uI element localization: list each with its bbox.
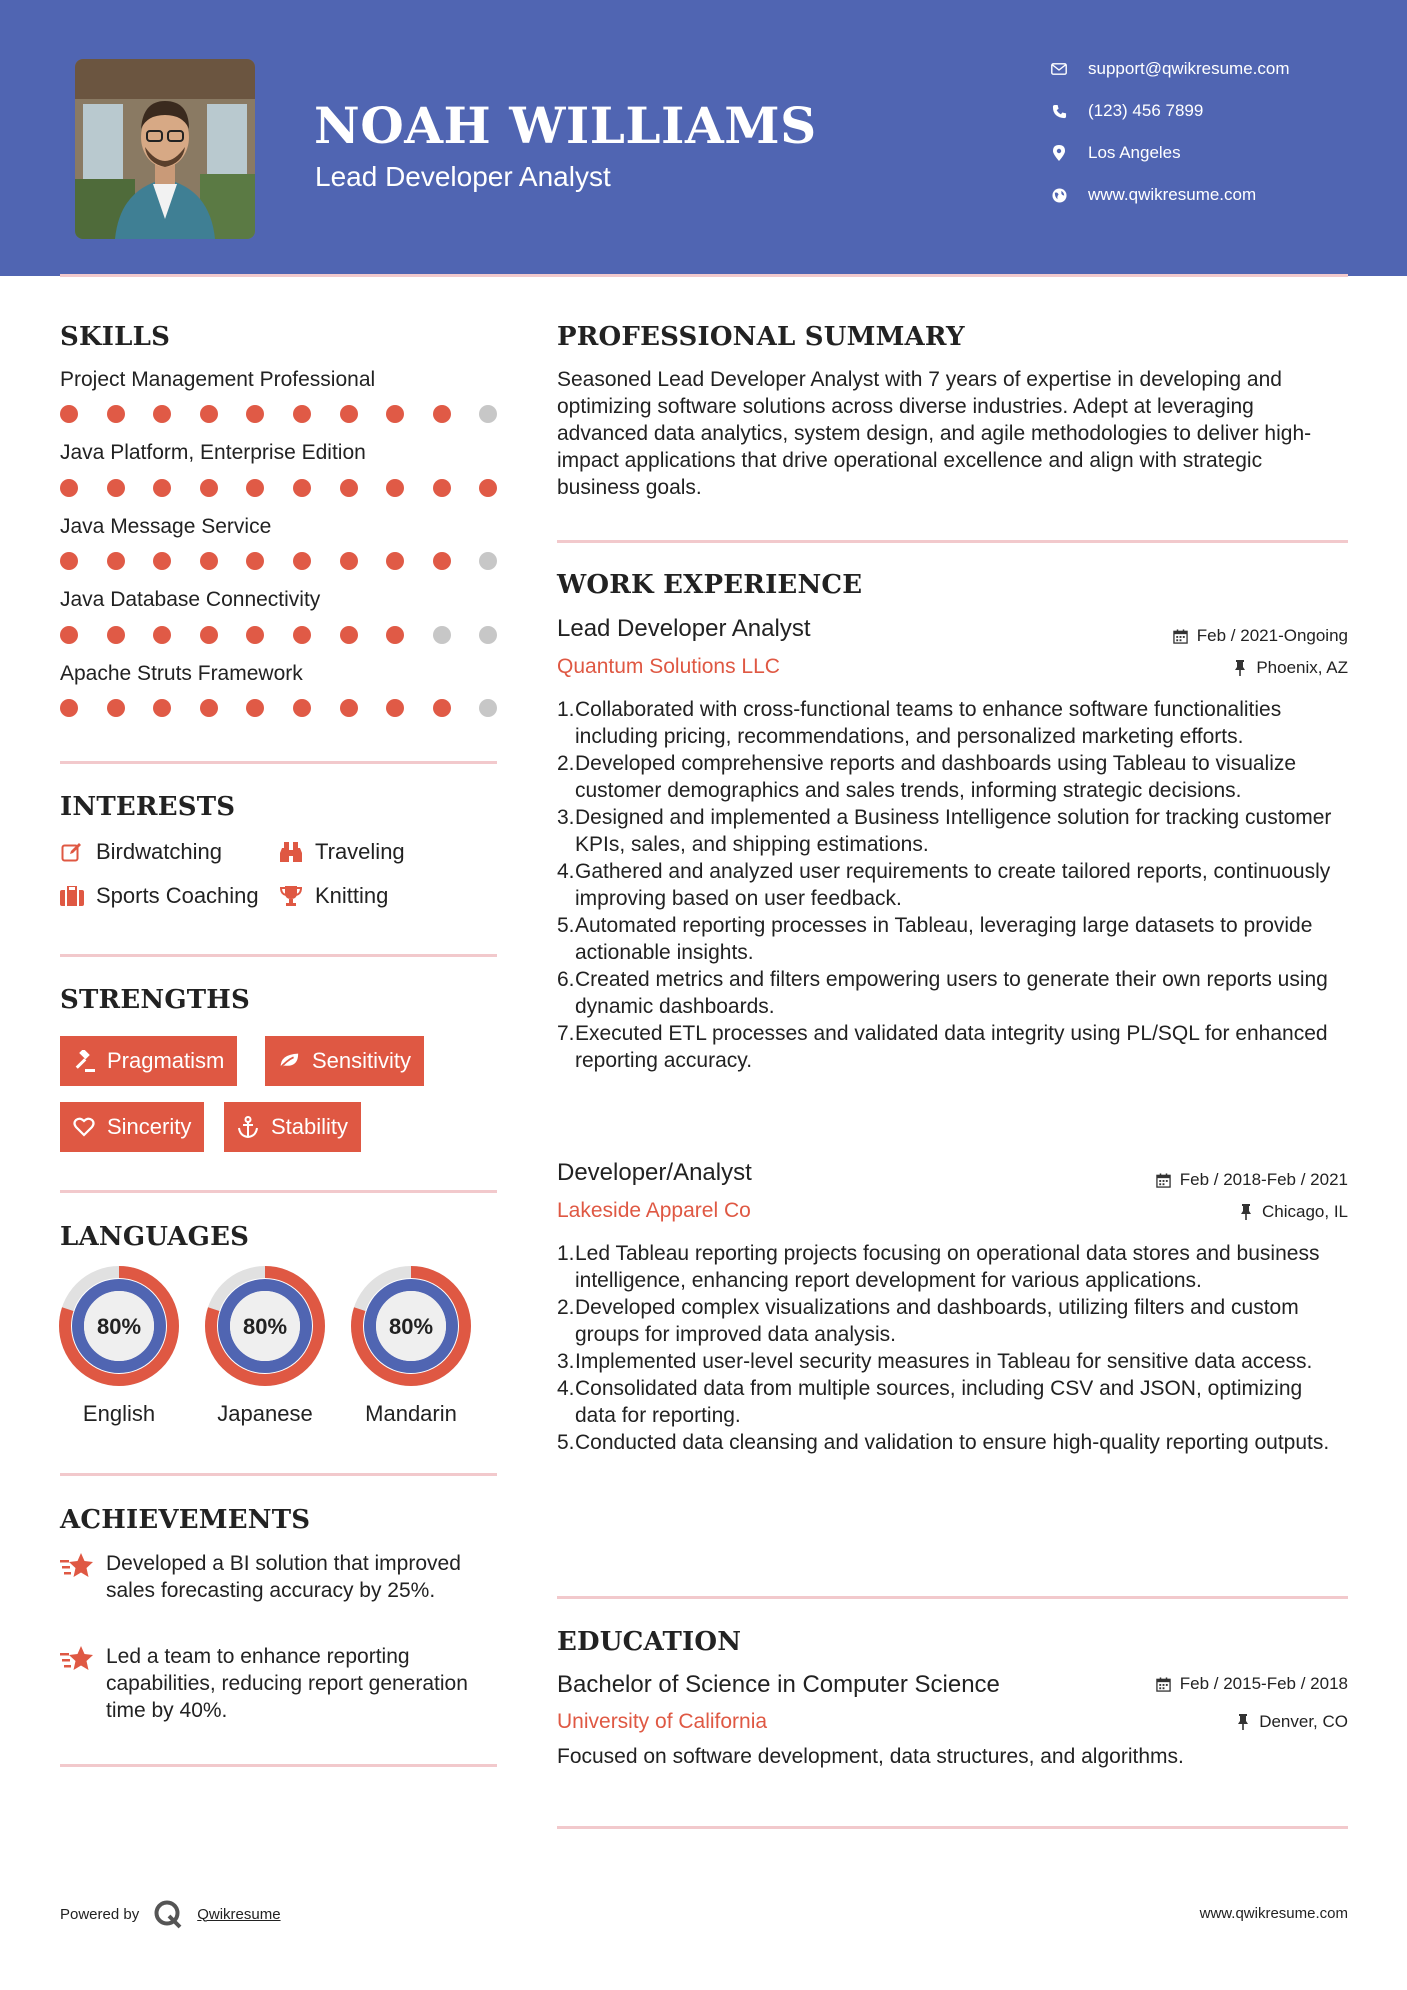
skill-dot-filled [386, 626, 404, 644]
skill-dot-filled [107, 699, 125, 717]
bullet-number: 2. [557, 1296, 575, 1319]
language-percent: 80% [388, 1314, 434, 1339]
skill-dot-filled [107, 405, 125, 423]
skill-dot-filled [153, 626, 171, 644]
job-dates-text: Feb / 2018-Feb / 2021 [1179, 1170, 1348, 1189]
contact-email-text: support@qwikresume.com [1088, 59, 1290, 78]
skill-dot-filled [153, 479, 171, 497]
job-bullet [557, 1375, 1347, 1429]
skill-rating [60, 626, 500, 644]
gavel-icon [73, 1050, 95, 1072]
language-name: English [82, 1401, 156, 1426]
calendar-icon [1156, 1172, 1172, 1188]
interests-heading: INTERESTS [60, 792, 236, 822]
skill-dot-filled [340, 405, 358, 423]
binoculars-icon [279, 840, 303, 864]
skill-dot-filled [60, 479, 78, 497]
education-location-text: Denver, CO [1259, 1712, 1348, 1731]
header-divider [60, 274, 1348, 277]
job-location [1238, 1202, 1348, 1222]
strength-label: Stability [271, 1114, 349, 1139]
envelope-icon [1050, 60, 1068, 78]
language-ring [202, 1263, 328, 1389]
globe-icon [1050, 186, 1068, 204]
powered-by-text: Powered by [60, 1905, 140, 1923]
skill-dot-filled [60, 699, 78, 717]
skill-dot-filled [293, 552, 311, 570]
star-icon [60, 1552, 94, 1580]
bullet-text: Created metrics and filters empowering users to generate their own reports using dynamic dashboards. [575, 968, 1328, 1018]
skill-dot-empty [479, 626, 497, 644]
strength-label: Sincerity [107, 1114, 192, 1139]
strength-badge [265, 1036, 424, 1086]
pushpin-icon [1232, 660, 1248, 676]
skill-dot-filled [340, 479, 358, 497]
candidate-title: Lead Developer Analyst [315, 161, 611, 192]
job-bullet [557, 1020, 1347, 1074]
skill-dot-filled [386, 479, 404, 497]
edit-icon [60, 840, 84, 864]
job-bullets [557, 696, 1347, 1074]
interest-item [60, 881, 259, 911]
bullet-text: Implemented user-level security measures in Tableau for sensitive data access. [575, 1350, 1313, 1373]
language-name: Japanese [217, 1401, 313, 1426]
bullet-text: Developed complex visualizations and dashboards, utilizing filters and custom groups for improved data analysis. [575, 1296, 1299, 1346]
interest-label: Traveling [315, 839, 405, 864]
contact-email[interactable] [1050, 54, 1370, 84]
education-dates-text: Feb / 2015-Feb / 2018 [1179, 1674, 1348, 1693]
bullet-text: Executed ETL processes and validated data integrity using PL/SQL for enhanced reporting accuracy. [575, 1022, 1328, 1072]
skill-dot-filled [153, 405, 171, 423]
education-location [1235, 1712, 1348, 1732]
language-ring [348, 1263, 474, 1389]
bullet-text: Led Tableau reporting projects focusing on operational data stores and business intelligence, enhancing report development for various applications. [575, 1242, 1320, 1292]
skill-dot-filled [200, 699, 218, 717]
bullet-number: 1. [557, 1242, 575, 1265]
education-heading: EDUCATION [557, 1627, 742, 1657]
bullet-text: Gathered and analyzed user requirements to create tailored reports, continuously improving based on user feedback. [575, 860, 1331, 910]
company-name: Quantum Solutions LLC [557, 655, 780, 678]
bullet-text: Conducted data cleansing and validation to ensure high-quality reporting outputs. [575, 1431, 1330, 1454]
job-title: Lead Developer Analyst [557, 615, 811, 642]
skill-dot-filled [479, 479, 497, 497]
education-description: Focused on software development, data structures, and algorithms. [557, 1745, 1184, 1768]
section-divider [557, 540, 1348, 543]
job-bullets [557, 1240, 1347, 1456]
candidate-name: NOAH WILLIAMS [314, 96, 817, 155]
skill-dot-filled [433, 552, 451, 570]
phone-icon [1050, 102, 1068, 120]
strength-badge [60, 1102, 204, 1152]
skill-name: Apache Struts Framework [60, 662, 303, 685]
star-icon [60, 1645, 94, 1673]
job-title: Developer/Analyst [557, 1159, 752, 1186]
strength-badge [60, 1036, 237, 1086]
job-bullet [557, 696, 1347, 750]
interest-item [279, 837, 405, 867]
qwikresume-logo-icon [153, 1899, 183, 1929]
job-bullet [557, 1348, 1347, 1375]
bullet-number: 2. [557, 752, 575, 775]
bullet-text: Designed and implemented a Business Intelligence solution for tracking customer KPIs, sales, and shipping estimations. [575, 806, 1332, 856]
skill-dot-filled [200, 552, 218, 570]
resume-header [0, 0, 1407, 276]
achievement-text: Developed a BI solution that improved sales forecasting accuracy by 25%. [106, 1552, 461, 1602]
trophy-icon [279, 884, 303, 908]
language-percent: 80% [96, 1314, 142, 1339]
skill-dot-filled [246, 626, 264, 644]
strengths-heading: STRENGTHS [60, 985, 251, 1015]
achievement-item [60, 1643, 500, 1724]
skill-name: Project Management Professional [60, 368, 376, 391]
heart-icon [73, 1116, 95, 1138]
qwikresume-link[interactable]: Qwikresume [197, 1905, 281, 1923]
skill-rating [60, 699, 500, 717]
skill-dot-filled [107, 626, 125, 644]
degree-title: Bachelor of Science in Computer Science [557, 1671, 1000, 1698]
skill-dot-filled [293, 626, 311, 644]
experience-heading: WORK EXPERIENCE [557, 570, 863, 600]
bullet-number: 1. [557, 698, 575, 721]
skill-dot-filled [200, 405, 218, 423]
skill-dot-empty [479, 699, 497, 717]
job-bullet [557, 804, 1347, 858]
language-item [348, 1263, 474, 1427]
school-name: University of California [557, 1710, 768, 1733]
section-divider [557, 1596, 1348, 1599]
calendar-icon [1156, 1676, 1172, 1692]
contact-website-text: www.qwikresume.com [1088, 185, 1257, 204]
contact-phone[interactable] [1050, 96, 1370, 126]
education-dates [1156, 1674, 1348, 1694]
skill-dot-filled [433, 699, 451, 717]
skill-dot-filled [293, 479, 311, 497]
summary-text: Seasoned Lead Developer Analyst with 7 years of expertise in developing and optimizing software solutions across diverse industries. Adept at leveraging advanced data analytics, system design, and agile methodologies to deliver high-impact applications that drive operational excellence and align with strategic business goals. [557, 368, 1312, 499]
skill-name: Java Message Service [60, 515, 272, 538]
company-name: Lakeside Apparel Co [557, 1199, 751, 1222]
contact-location [1050, 138, 1370, 168]
section-divider [60, 1764, 497, 1767]
section-divider [60, 761, 497, 764]
section-divider [60, 1473, 497, 1476]
bullet-text: Developed comprehensive reports and dashboards using Tableau to visualize customer demographics and sales trends, informing strategic decisions. [575, 752, 1297, 802]
job-bullet [557, 858, 1347, 912]
interest-label: Sports Coaching [96, 883, 259, 908]
skill-dot-filled [246, 552, 264, 570]
bullet-text: Collaborated with cross-functional teams to enhance software functionalities including pricing, recommendations, and personalized marketing efforts. [575, 698, 1282, 748]
bullet-number: 3. [557, 806, 575, 829]
skill-dot-filled [386, 699, 404, 717]
job-bullet [557, 912, 1347, 966]
job-bullet [557, 1429, 1347, 1456]
skill-dot-filled [246, 405, 264, 423]
language-item [202, 1263, 328, 1427]
job-bullet [557, 1240, 1347, 1294]
contact-phone-text: (123) 456 7899 [1088, 101, 1204, 120]
map-pin-icon [1050, 144, 1068, 162]
skill-rating [60, 552, 500, 570]
achievement-text: Led a team to enhance reporting capabilities, reducing report generation time by 40%. [106, 1645, 468, 1722]
skills-heading: SKILLS [60, 322, 171, 352]
summary-heading: PROFESSIONAL SUMMARY [557, 322, 965, 352]
skill-dot-filled [153, 552, 171, 570]
skill-dot-empty [479, 405, 497, 423]
contact-website[interactable] [1050, 180, 1370, 210]
contact-location-text: Los Angeles [1088, 143, 1181, 162]
interest-label: Birdwatching [96, 839, 222, 864]
job-location-text: Phoenix, AZ [1256, 658, 1348, 677]
briefcase-icon [60, 884, 84, 908]
language-ring [56, 1263, 182, 1389]
bullet-number: 5. [557, 1431, 575, 1454]
interest-label: Knitting [315, 883, 389, 908]
skill-dot-filled [340, 552, 358, 570]
languages-heading: LANGUAGES [60, 1222, 250, 1252]
skill-dot-filled [107, 479, 125, 497]
language-name: Mandarin [365, 1401, 457, 1426]
skill-dot-filled [433, 479, 451, 497]
bullet-number: 4. [557, 1377, 575, 1400]
job-dates [1156, 1170, 1348, 1190]
achievement-item [60, 1550, 500, 1604]
bullet-number: 6. [557, 968, 575, 991]
job-location-text: Chicago, IL [1262, 1202, 1348, 1221]
job-dates [1173, 626, 1348, 646]
skill-dot-filled [60, 552, 78, 570]
skill-dot-filled [153, 699, 171, 717]
skill-dot-empty [479, 552, 497, 570]
skill-dot-filled [340, 626, 358, 644]
calendar-icon [1173, 628, 1189, 644]
language-percent: 80% [242, 1314, 288, 1339]
job-bullet [557, 1294, 1347, 1348]
leaf-icon [278, 1050, 300, 1072]
footer-powered-by [60, 1897, 281, 1931]
pushpin-icon [1235, 1714, 1251, 1730]
strength-label: Pragmatism [107, 1048, 225, 1073]
job-dates-text: Feb / 2021-Ongoing [1196, 626, 1348, 645]
bullet-text: Consolidated data from multiple sources, including CSV and JSON, optimizing data for reporting. [575, 1377, 1303, 1427]
skill-name: Java Platform, Enterprise Edition [60, 441, 366, 464]
interest-item [60, 837, 222, 867]
skill-dot-filled [60, 626, 78, 644]
skill-dot-filled [386, 405, 404, 423]
bullet-number: 3. [557, 1350, 575, 1373]
skill-name: Java Database Connectivity [60, 588, 321, 611]
profile-photo [75, 59, 255, 239]
bullet-number: 5. [557, 914, 575, 937]
achievements-heading: ACHIEVEMENTS [60, 1505, 311, 1535]
bullet-number: 7. [557, 1022, 575, 1045]
strength-label: Sensitivity [312, 1048, 412, 1073]
skill-dot-filled [60, 405, 78, 423]
skill-dot-filled [246, 699, 264, 717]
bullet-text: Automated reporting processes in Tableau, leveraging large datasets to provide actionable insights. [575, 914, 1313, 964]
skill-rating [60, 405, 500, 423]
skill-dot-filled [293, 405, 311, 423]
skill-dot-filled [200, 626, 218, 644]
skill-dot-filled [107, 552, 125, 570]
bullet-number: 4. [557, 860, 575, 883]
anchor-icon [237, 1116, 259, 1138]
skill-dot-filled [386, 552, 404, 570]
skill-rating [60, 479, 500, 497]
section-divider [60, 1190, 497, 1193]
skill-dot-filled [340, 699, 358, 717]
skill-dot-filled [433, 405, 451, 423]
job-bullet [557, 966, 1347, 1020]
job-bullet [557, 750, 1347, 804]
skill-dot-filled [293, 699, 311, 717]
skill-dot-empty [433, 626, 451, 644]
section-divider [60, 954, 497, 957]
skill-dot-filled [200, 479, 218, 497]
skill-dot-filled [246, 479, 264, 497]
language-item [56, 1263, 182, 1427]
pushpin-icon [1238, 1204, 1254, 1220]
section-divider [557, 1826, 1348, 1829]
job-location [1232, 658, 1348, 678]
strength-badge [224, 1102, 361, 1152]
interest-item [279, 881, 388, 911]
footer-website[interactable]: www.qwikresume.com [1199, 1905, 1348, 1922]
